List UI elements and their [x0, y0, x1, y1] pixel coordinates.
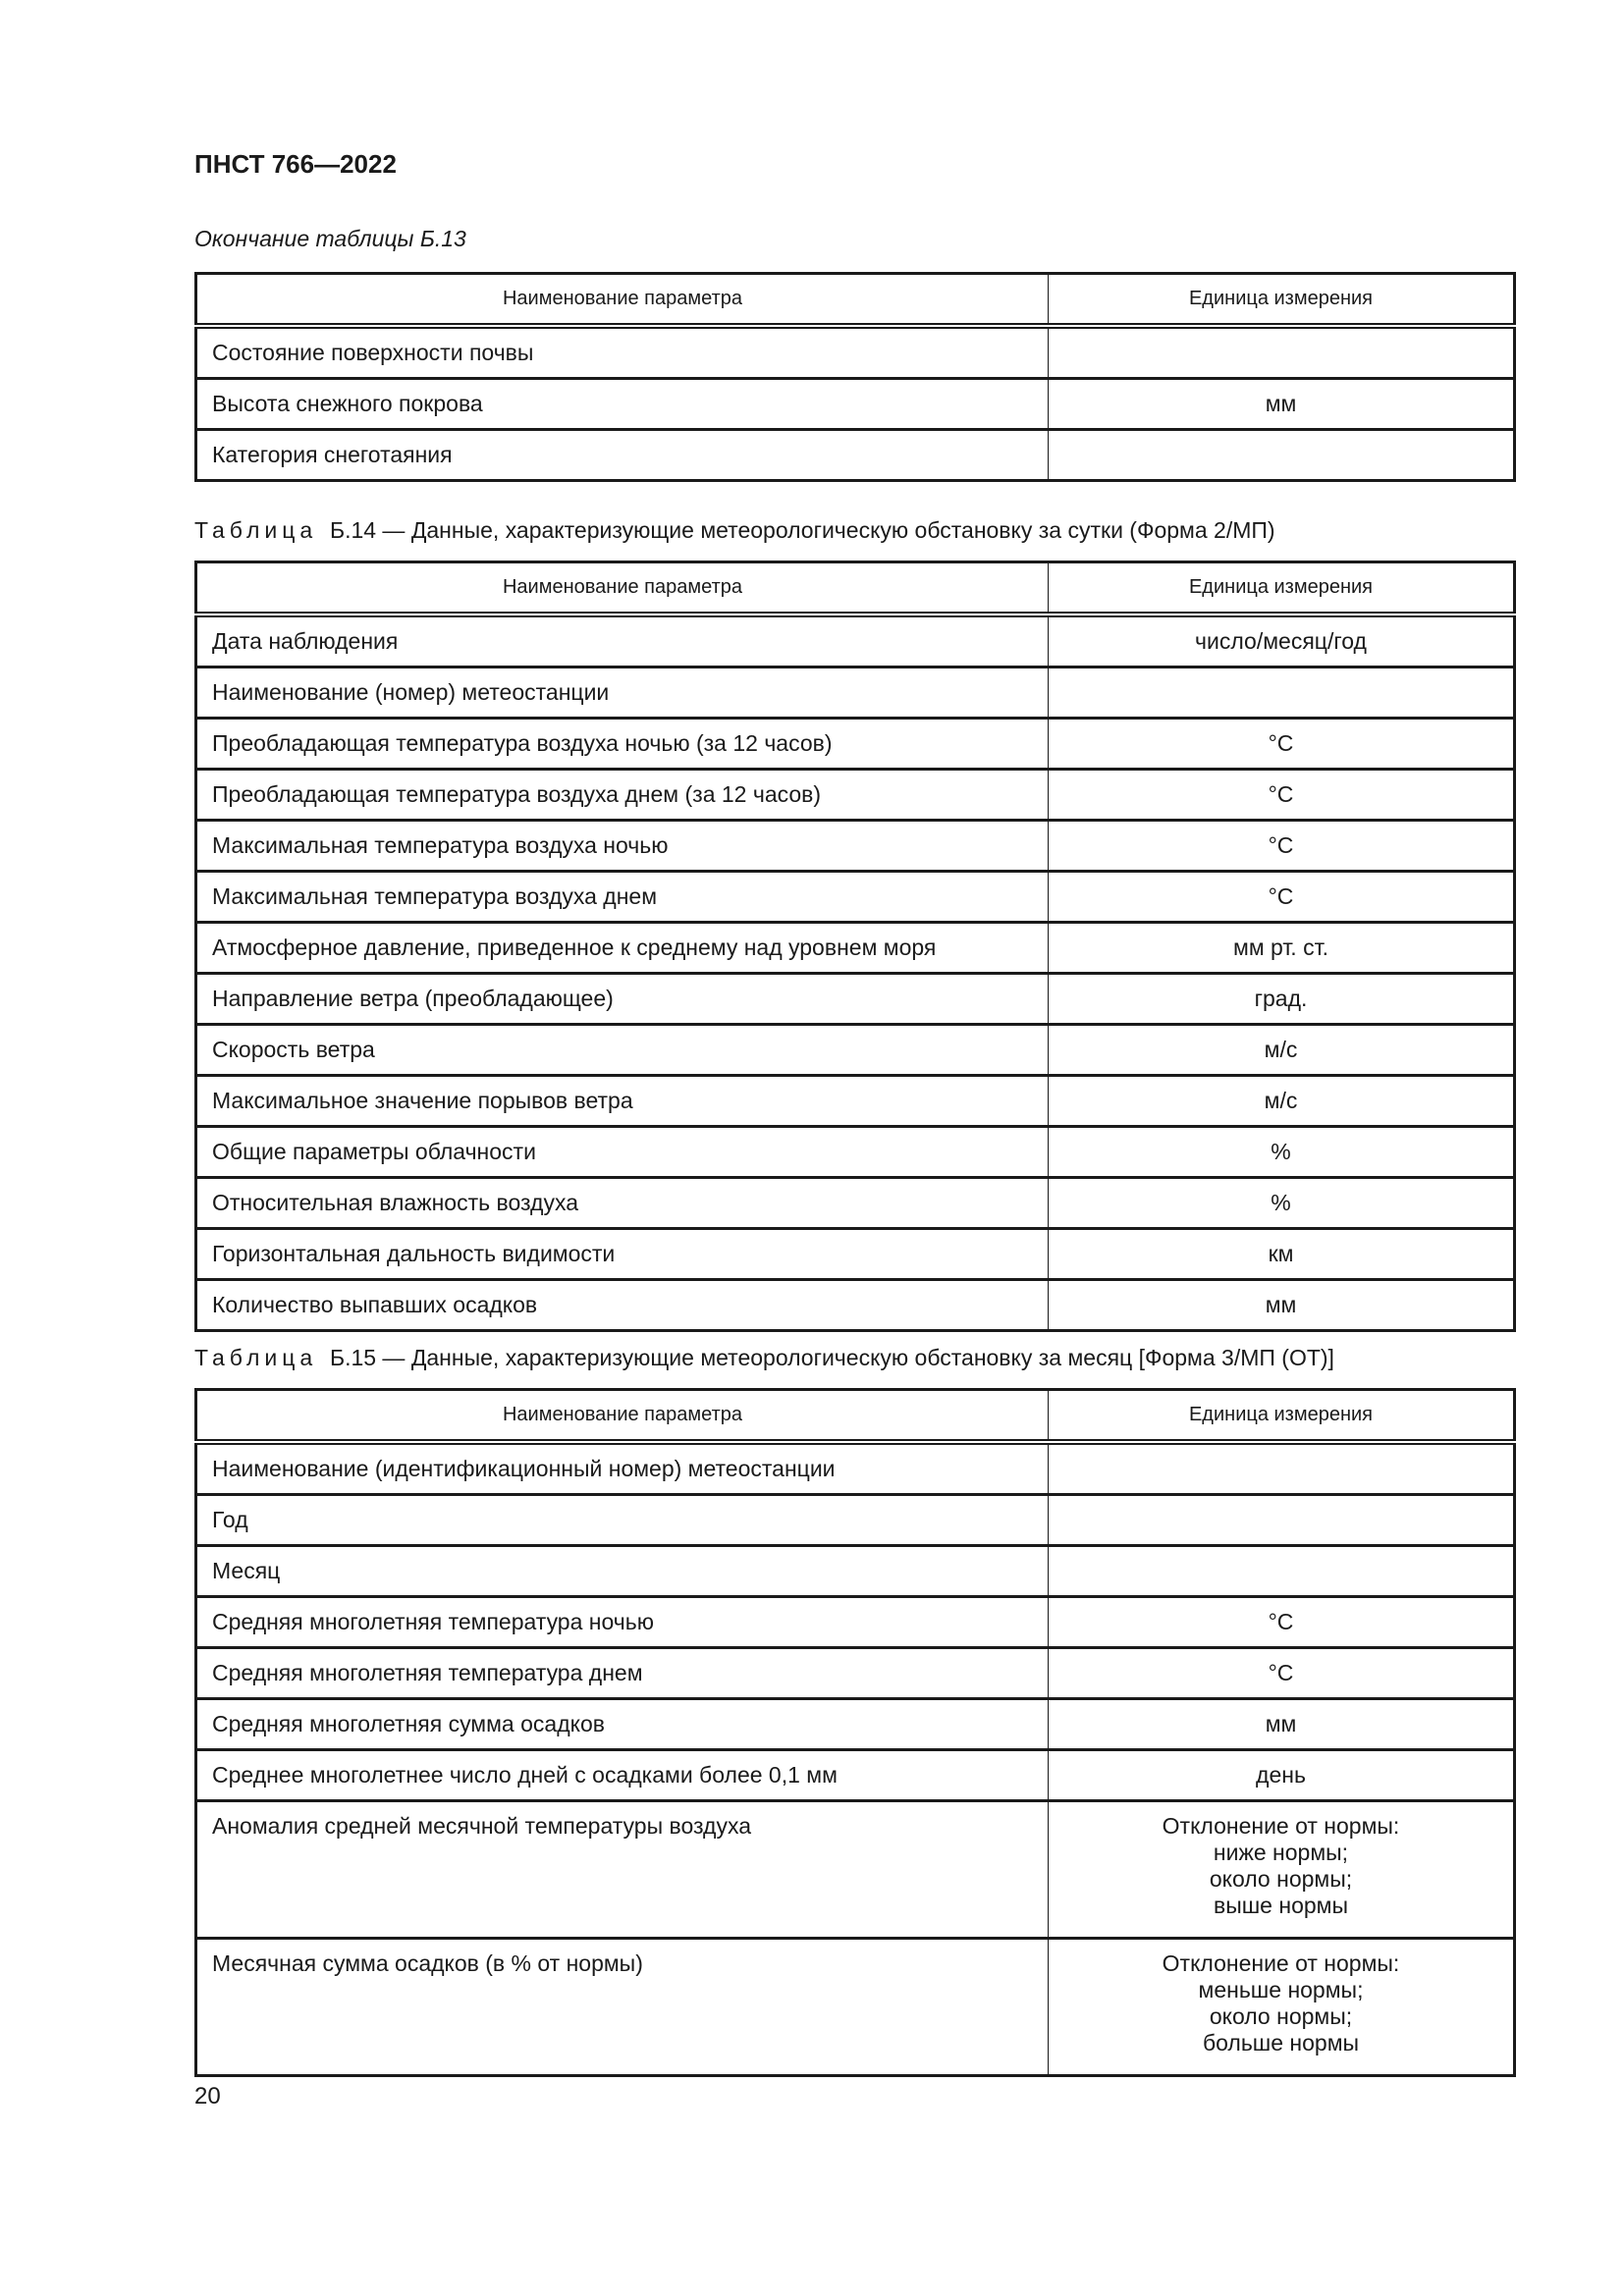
unit-cell [1049, 1546, 1515, 1597]
table-b14 [194, 561, 1516, 1332]
param-cell: Дата наблюдения [196, 614, 1049, 667]
table-row [196, 770, 1515, 821]
param-cell: Максимальная температура воздуха днем [196, 872, 1049, 923]
table-header-row [196, 1390, 1515, 1443]
param-cell: Скорость ветра [196, 1025, 1049, 1076]
caption-text: Б.14 — Данные, характеризующие метеорологическую обстановку за сутки (Форма 2/МП) [329, 517, 1275, 543]
table-row [196, 872, 1515, 923]
param-cell: Общие параметры облачности [196, 1127, 1049, 1178]
unit-cell: Отклонение от нормы: меньше нормы; около нормы; больше нормы [1049, 1939, 1515, 2076]
param-cell: Преобладающая температура воздуха ночью (за 12 часов) [196, 719, 1049, 770]
param-cell: Среднее многолетнее число дней с осадками более 0,1 мм [196, 1750, 1049, 1801]
table-row [196, 1597, 1515, 1648]
unit-cell: мм [1049, 1280, 1515, 1331]
param-cell: Высота снежного покрова [196, 379, 1049, 430]
table-b14-caption [194, 517, 1275, 544]
table-row [196, 1495, 1515, 1546]
param-cell: Месячная сумма осадков (в % от нормы) [196, 1939, 1049, 2076]
unit-cell: км [1049, 1229, 1515, 1280]
table-header-row [196, 274, 1515, 327]
table-row [196, 1648, 1515, 1699]
unit-cell: % [1049, 1178, 1515, 1229]
table-row [196, 923, 1515, 974]
table-b15-caption [194, 1345, 1334, 1371]
unit-cell: °С [1049, 1597, 1515, 1648]
table-row [196, 821, 1515, 872]
unit-cell [1049, 667, 1515, 719]
table-row [196, 430, 1515, 481]
param-cell: Преобладающая температура воздуха днем (за 12 часов) [196, 770, 1049, 821]
table-header-row [196, 562, 1515, 615]
unit-cell [1049, 1442, 1515, 1495]
header-param: Наименование параметра [196, 274, 1049, 327]
unit-cell: °С [1049, 872, 1515, 923]
table-row [196, 1025, 1515, 1076]
param-cell: Наименование (номер) метеостанции [196, 667, 1049, 719]
table-row [196, 1076, 1515, 1127]
table-row [196, 1699, 1515, 1750]
table-row [196, 1178, 1515, 1229]
param-cell: Относительная влажность воздуха [196, 1178, 1049, 1229]
header-unit: Единица измерения [1049, 562, 1515, 615]
table-row [196, 1801, 1515, 1939]
table-continuation-label: Окончание таблицы Б.13 [194, 226, 466, 251]
param-cell: Направление ветра (преобладающее) [196, 974, 1049, 1025]
unit-cell: град. [1049, 974, 1515, 1025]
table-b13 [194, 272, 1516, 482]
param-cell: Год [196, 1495, 1049, 1546]
table-row [196, 1546, 1515, 1597]
param-cell: Максимальное значение порывов ветра [196, 1076, 1049, 1127]
unit-cell: % [1049, 1127, 1515, 1178]
unit-cell: мм [1049, 379, 1515, 430]
param-cell: Месяц [196, 1546, 1049, 1597]
caption-prefix: Таблица [194, 1345, 318, 1370]
table-row [196, 1939, 1515, 2076]
param-cell: Наименование (идентификационный номер) метеостанции [196, 1442, 1049, 1495]
table-row [196, 1127, 1515, 1178]
param-cell: Аномалия средней месячной температуры воздуха [196, 1801, 1049, 1939]
unit-cell [1049, 430, 1515, 481]
param-cell: Средняя многолетняя температура ночью [196, 1597, 1049, 1648]
table-b15 [194, 1388, 1516, 2077]
param-cell: Категория снеготаяния [196, 430, 1049, 481]
unit-cell: мм рт. ст. [1049, 923, 1515, 974]
header-unit: Единица измерения [1049, 1390, 1515, 1443]
unit-cell: °С [1049, 821, 1515, 872]
unit-cell: день [1049, 1750, 1515, 1801]
param-cell: Атмосферное давление, приведенное к среднему над уровнем моря [196, 923, 1049, 974]
table-row [196, 1750, 1515, 1801]
table-row [196, 614, 1515, 667]
param-cell: Максимальная температура воздуха ночью [196, 821, 1049, 872]
unit-cell: м/с [1049, 1076, 1515, 1127]
unit-cell: °С [1049, 719, 1515, 770]
table-row [196, 974, 1515, 1025]
unit-cell: Отклонение от нормы: ниже нормы; около нормы; выше нормы [1049, 1801, 1515, 1939]
unit-cell [1049, 326, 1515, 379]
unit-cell: °С [1049, 1648, 1515, 1699]
header-param: Наименование параметра [196, 562, 1049, 615]
page-number: 20 [194, 2083, 221, 2109]
table-row [196, 1280, 1515, 1331]
table-row [196, 719, 1515, 770]
unit-cell: °С [1049, 770, 1515, 821]
table-row [196, 1442, 1515, 1495]
unit-cell [1049, 1495, 1515, 1546]
caption-prefix: Таблица [194, 517, 318, 543]
param-cell: Состояние поверхности почвы [196, 326, 1049, 379]
table-row [196, 667, 1515, 719]
unit-cell: мм [1049, 1699, 1515, 1750]
param-cell: Средняя многолетняя температура днем [196, 1648, 1049, 1699]
param-cell: Горизонтальная дальность видимости [196, 1229, 1049, 1280]
table-row [196, 379, 1515, 430]
param-cell: Количество выпавших осадков [196, 1280, 1049, 1331]
table-row [196, 1229, 1515, 1280]
caption-text: Б.15 — Данные, характеризующие метеорологическую обстановку за месяц [Форма 3/МП (ОТ)] [329, 1345, 1334, 1370]
header-param: Наименование параметра [196, 1390, 1049, 1443]
header-unit: Единица измерения [1049, 274, 1515, 327]
unit-cell: число/месяц/год [1049, 614, 1515, 667]
param-cell: Средняя многолетняя сумма осадков [196, 1699, 1049, 1750]
document-id: ПНСТ 766—2022 [194, 149, 397, 179]
table-row [196, 326, 1515, 379]
unit-cell: м/с [1049, 1025, 1515, 1076]
